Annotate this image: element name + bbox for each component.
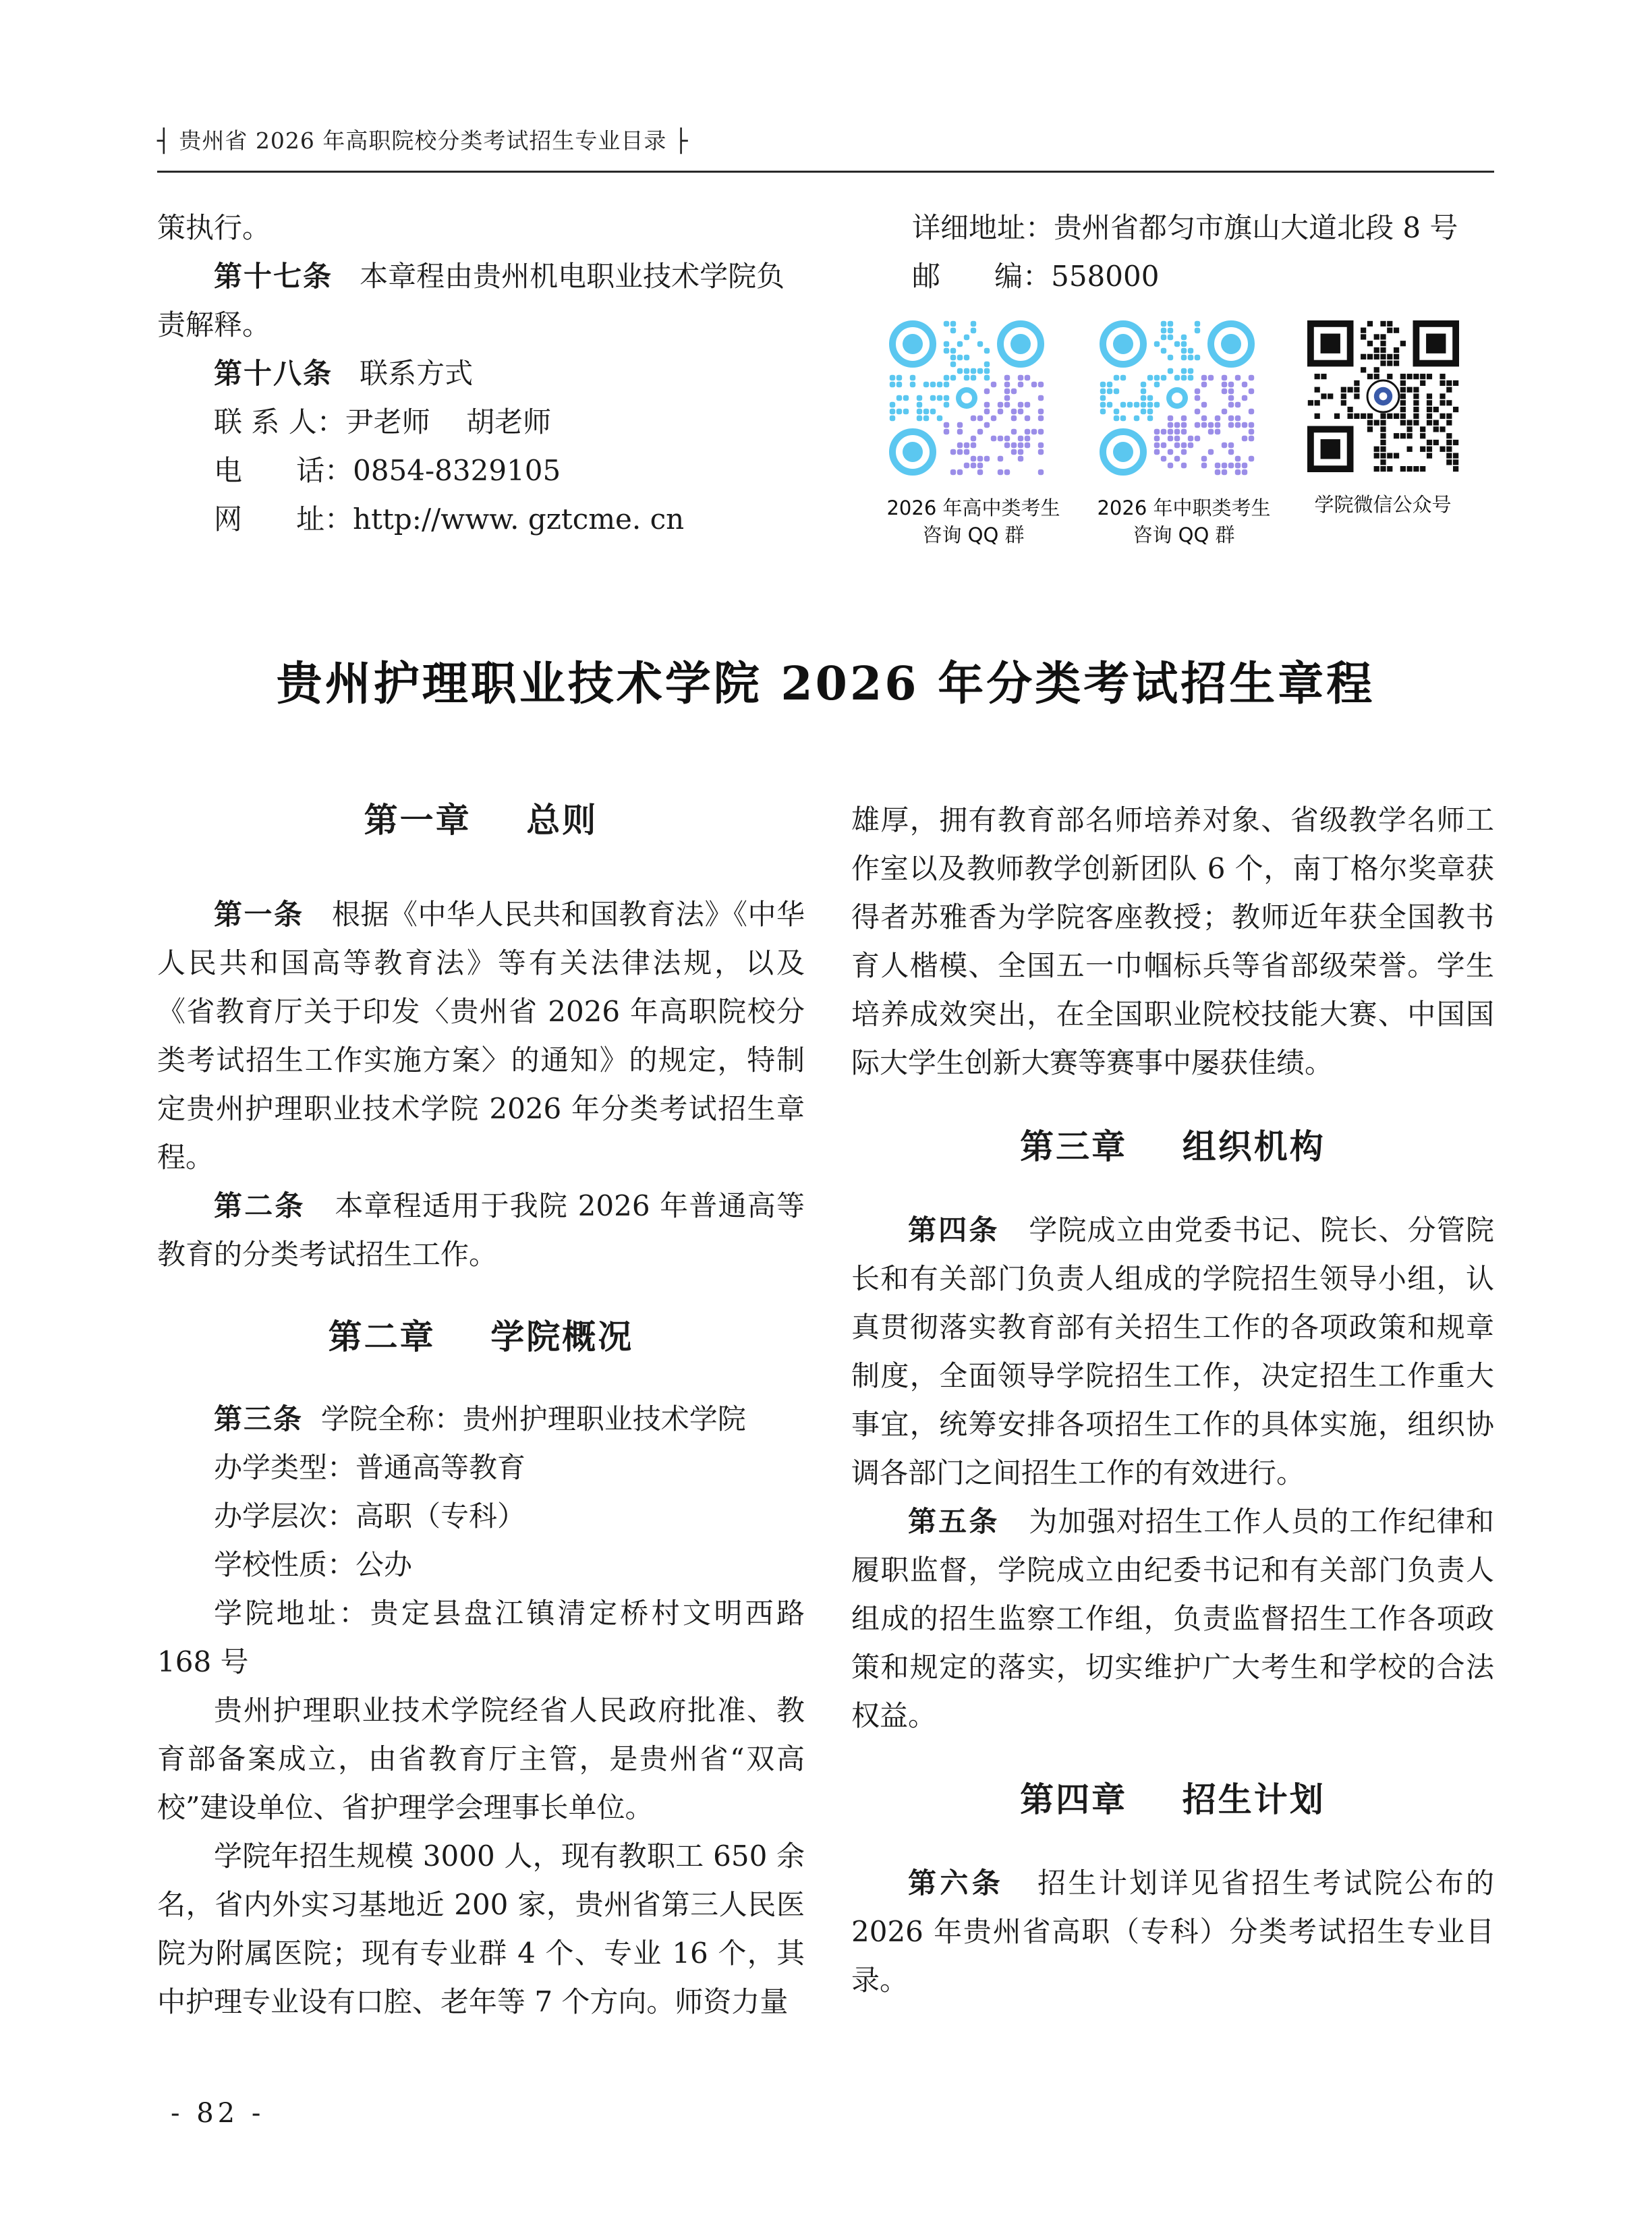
wechat-qr-code-icon	[1307, 320, 1484, 472]
running-header: ┤ 贵州省 2026 年高职院校分类考试招生专业目录 ├	[157, 127, 689, 154]
article-4-text: 学院成立由党委书记、院长、分管院长和有关部门负责人组成的学院招生领导小组，认真贯彻落实教育部有关招生工作的各项政策和规章制度，全面领导学院招生工作，决定招生工作重大事宜，统筹安排各项招生工作的具体实施，组织协调各部门之间招生工作的有效进行。	[851, 1214, 1494, 1489]
left-column	[157, 796, 805, 2026]
qr-block-2	[1073, 320, 1295, 548]
article-1-label: 第一条	[214, 898, 304, 931]
article-5-label: 第五条	[908, 1505, 1000, 1538]
overview-paragraph-continued: 雄厚，拥有教育部名师培养对象、省级教学名师工作室以及教师教学创新团队 6 个，南丁格尔奖章获得者苏雅香为学院客座教授；教师近年获全国教书育人楷模、全国五一巾帼标兵等省部级荣誉。学生培养成效突出，在全国职业院校技能大赛、中国国际大学生创新大赛等赛事中屡获佳绩。	[851, 803, 1494, 1079]
qr-caption-2b: 咨询 QQ 群	[1133, 523, 1235, 546]
contact-person: 联 系 人：尹老师 胡老师	[214, 405, 552, 438]
qq-qr-code-icon	[1100, 320, 1295, 476]
qr-block-1	[862, 320, 1085, 548]
contact-website: 网 址：http://www. gztcme. cn	[214, 503, 685, 536]
school-level: 办学层次：高职（专科）	[214, 1500, 526, 1533]
chapter-3-title: 第三章 组织机构	[1020, 1127, 1326, 1166]
article-2-label: 第二条	[214, 1189, 306, 1222]
article-6-label: 第六条	[908, 1866, 1004, 1900]
article-17-text: 本章程由贵州机电职业技术学院负	[360, 260, 785, 293]
page-number: - 82 -	[171, 2098, 265, 2129]
article-18-text: 联系方式	[360, 357, 474, 390]
school-nature: 学校性质：公办	[214, 1548, 413, 1581]
qq-qr-code-icon	[889, 320, 1085, 476]
header-rule	[157, 171, 1494, 173]
qr-block-3	[1282, 320, 1484, 518]
qr-caption-1b: 咨询 QQ 群	[922, 523, 1025, 546]
article-6-text: 招生计划详见省招生考试院公布的 2026 年贵州省高职（专科）分类考试招生专业目录。	[851, 1866, 1494, 1997]
article-2-text: 本章程适用于我院 2026 年普通高等教育的分类考试招生工作。	[157, 1189, 805, 1271]
continuation-line-2: 责解释。	[157, 308, 271, 341]
chapter-4-title: 第四章 招生计划	[1020, 1780, 1326, 1819]
overview-paragraph-1: 贵州护理职业技术学院经省人民政府批准、教育部备案成立，由省教育厅主管，是贵州省“双高校”建设单位、省护理学会理事长单位。	[157, 1694, 805, 1824]
qr-caption-3: 学院微信公众号	[1314, 493, 1452, 516]
article-5-text: 为加强对招生工作人员的工作纪律和履职监督，学院成立由纪委书记和有关部门负责人组成的招生监察工作组，负责监督招生工作各项政策和规定的落实，切实维护广大考生和学校的合法权益。	[851, 1505, 1494, 1732]
right-column	[851, 796, 1494, 2005]
article-17-label: 第十七条	[214, 260, 333, 293]
contact-phone: 电 话：0854-8329105	[214, 454, 561, 487]
postcode: 邮 编：558000	[912, 260, 1160, 293]
qr-caption-1a: 2026 年高中类考生	[886, 496, 1060, 519]
article-1-text: 根据《中华人民共和国教育法》《中华人民共和国高等教育法》等有关法律法规，以及《省教育厅关于印发〈贵州省 2026 年高职院校分类考试招生工作实施方案〉的通知》的规定，特制定贵州护理职业技术学院 2026 年分类考试招生章程。	[157, 898, 805, 1174]
document-title: 贵州护理职业技术学院 2026 年分类考试招生章程	[276, 657, 1375, 711]
chapter-1-title: 第一章 总则	[364, 801, 598, 840]
article-3-text: 学院全称：贵州护理职业技术学院	[320, 1402, 746, 1435]
overview-paragraph-2: 学院年招生规模 3000 人，现有教职工 650 余名，省内外实习基地近 200 家，贵州省第三人民医院为附属医院；现有专业群 4 个、专业 16 个，其中护理专业设有口腔、老年等 7 个方向。师资力量	[157, 1839, 805, 2018]
school-address: 学院地址：贵定县盘江镇清定桥村文明西路 168 号	[157, 1597, 805, 1678]
article-3-label: 第三条	[214, 1402, 304, 1435]
school-type: 办学类型：普通高等教育	[214, 1451, 526, 1484]
top-right-block	[912, 204, 1499, 301]
top-left-block	[157, 204, 805, 544]
detailed-address: 详细地址：贵州省都匀市旗山大道北段 8 号	[912, 211, 1458, 244]
continuation-line: 策执行。	[157, 211, 271, 244]
qr-caption-2a: 2026 年中职类考生	[1097, 496, 1271, 519]
article-4-label: 第四条	[908, 1214, 1000, 1247]
chapter-2-title: 第二章 学院概况	[328, 1317, 634, 1357]
article-18-label: 第十八条	[214, 357, 333, 390]
